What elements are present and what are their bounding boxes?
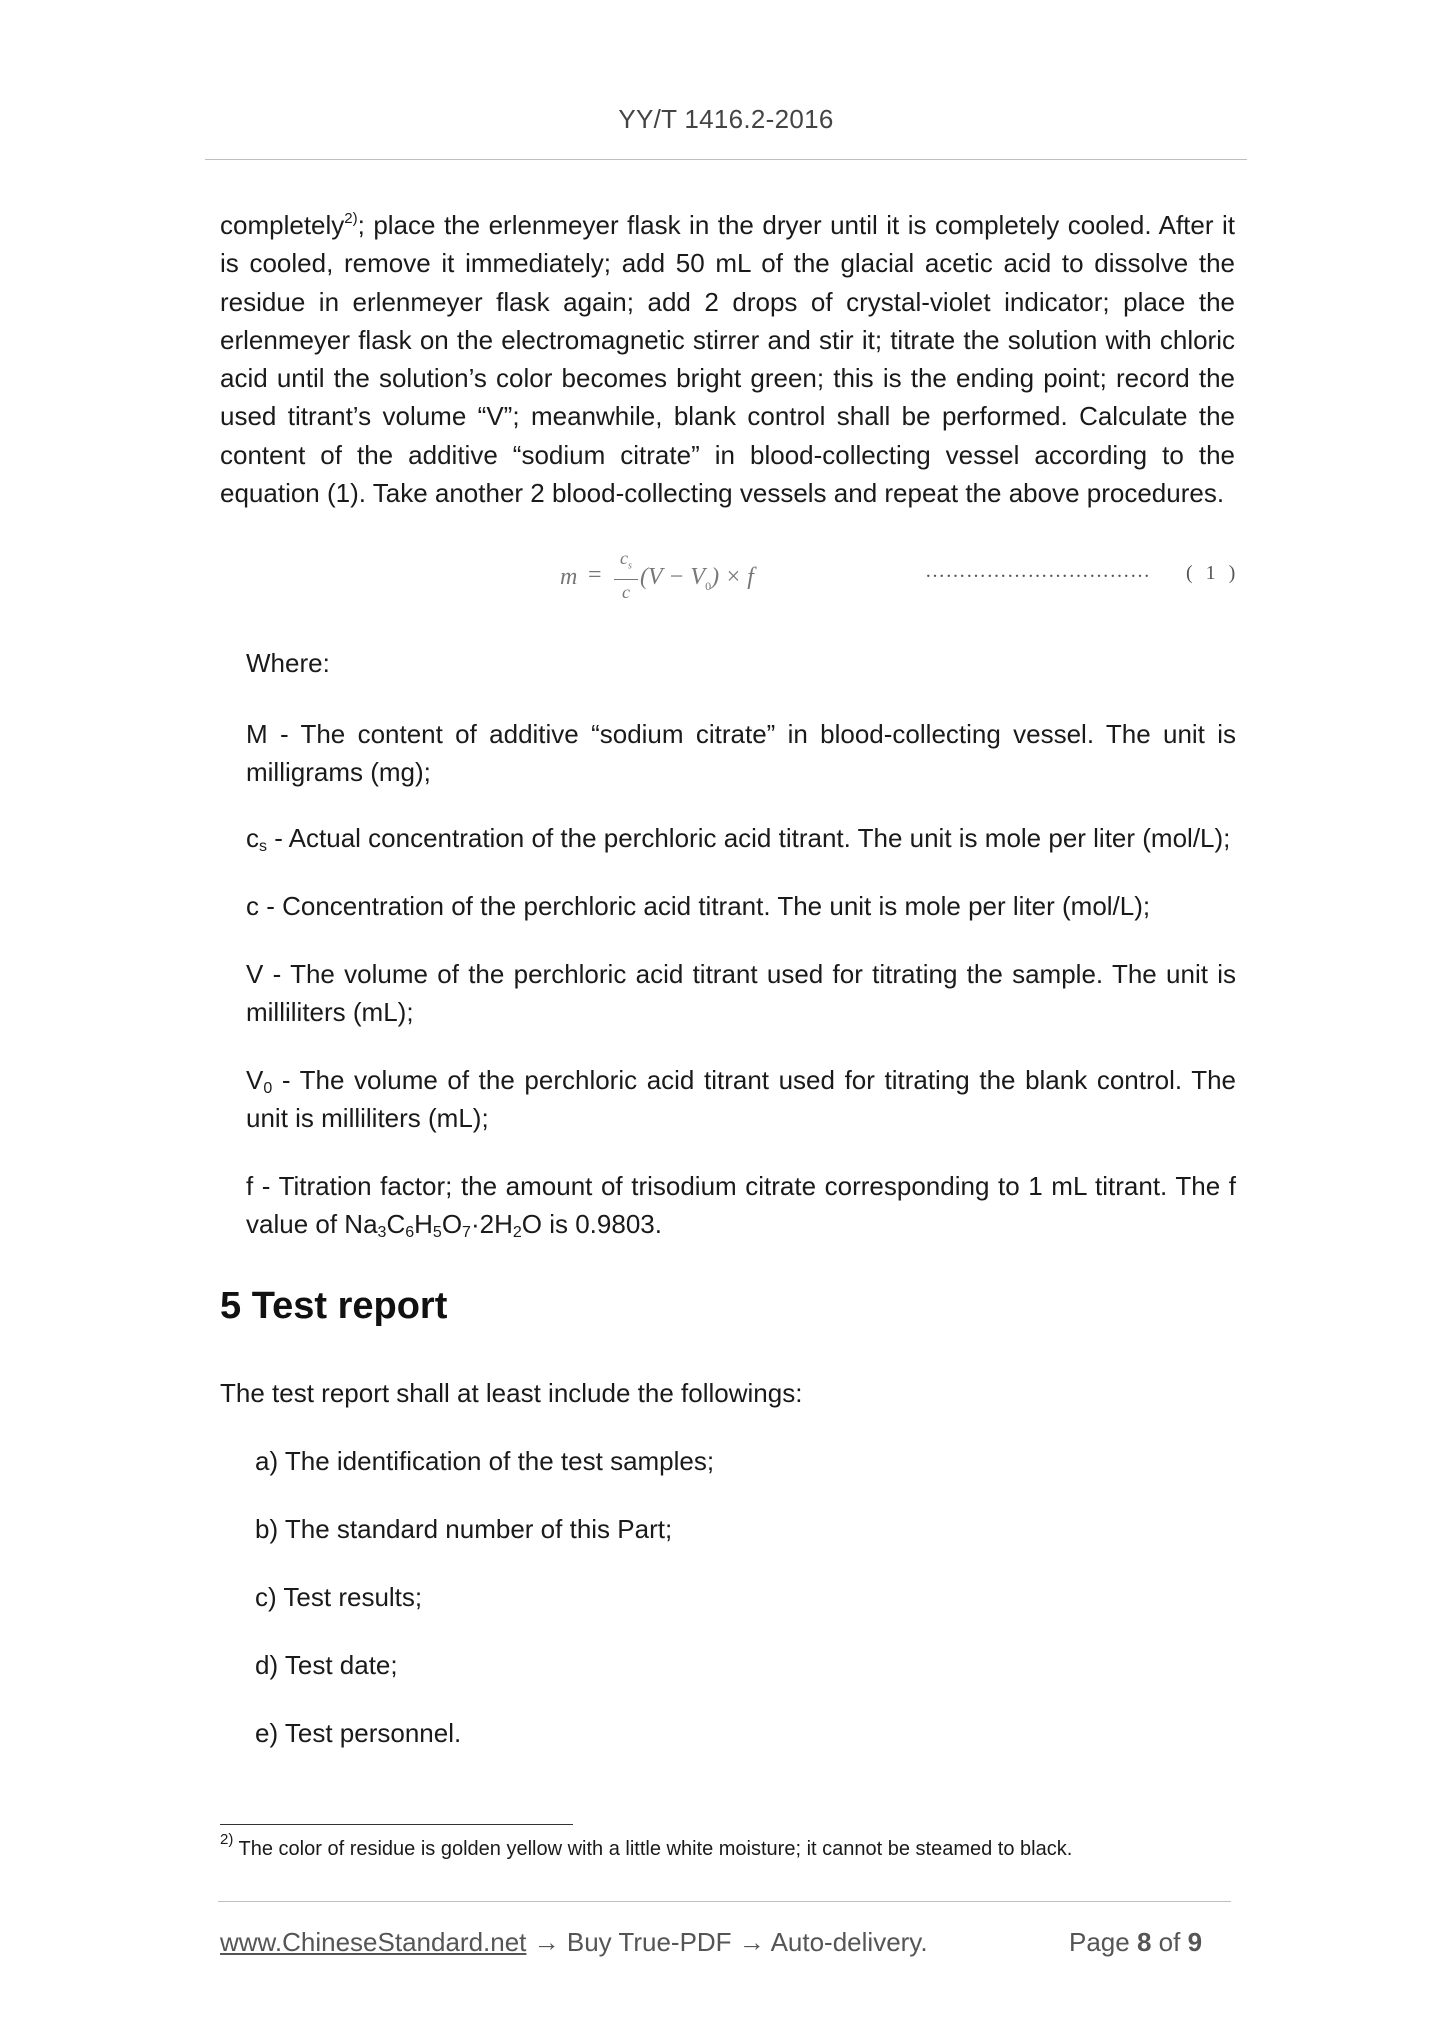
definition-m: M - The content of additive “sodium citrate” in blood-collecting vessel. The unit is milligrams (mg); (246, 719, 1236, 788)
footnote-divider (220, 1824, 573, 1825)
definition-cs: $c_s$ - Actual concentration of the perchloric acid titrant. The unit is mole per liter (mol/L); (246, 823, 1231, 855)
footnote-marker: 2) (220, 1831, 234, 1848)
list-item: c) Test results; (255, 1582, 423, 1612)
fraction-denominator: c (622, 581, 630, 602)
website-link[interactable]: www.ChineseStandard.net (220, 1927, 527, 1957)
equation-1 (560, 548, 820, 608)
list-item: d) Test date; (255, 1650, 398, 1680)
header-divider (205, 159, 1247, 160)
definition-c: c - Concentration of the perchloric acid titrant. The unit is mole per liter (mol/L); (246, 891, 1151, 921)
footer-divider (218, 1901, 1231, 1902)
definition-f: f - Titration factor; the amount of trisodium citrate corresponding to 1 mL titrant. The f value of $Na_3C_6H_5O_7\cdot 2H_2O$ is 0.9803. (246, 1171, 1236, 1242)
definition-v0: $V_0$ - The volume of the perchloric acid titrant used for titrating the blank control. The unit is milliliters (mL); (246, 1065, 1236, 1134)
equation-equals: = (588, 562, 602, 588)
page-total: 9 (1187, 1927, 1203, 1957)
footer-promo (220, 1927, 928, 1958)
definition-v: V - The volume of the perchloric acid titrant used for titrating the sample. The unit is milliliters (mL); (246, 959, 1236, 1028)
section-heading-test-report: 5 Test report (220, 1285, 448, 1327)
equation-number: ( 1 ) (1186, 562, 1240, 584)
equation-fraction (614, 548, 638, 602)
fraction-numerator: $c_s$ (620, 548, 632, 572)
equation-rhs: $(V - V_0) \times f$ (640, 564, 754, 593)
para-rest: ; place the erlenmeyer flask in the dryer until it is completely cooled. After it is cooled, remove it immediately; add 50 mL of the glacial acetic acid to dissolve the residue in erlenmeyer flask again; add 2 drops of crystal-violet indicator; place the erlenmeyer flask on the electromagnetic stirrer and stir it; titrate the solution with chloric acid until the solution’s color becomes bright green; this is the ending point; record the used titrant’s volume “V”; meanwhile, blank control shall be performed. Calculate the content of the additive “sodium citrate” in blood-collecting vessel according to the equation (1). Take another 2 blood-collecting vessels and repeat the above procedures. (220, 210, 1235, 509)
document-number-header: YY/T 1416.2-2016 (618, 104, 834, 134)
equation-lhs: m (560, 564, 578, 590)
footnote-text: The color of residue is golden yellow with a little white moisture; it cannot be steamed to black. (233, 1838, 1073, 1860)
footnote (220, 1831, 1073, 1861)
equation-leader-dots: …………………………… (925, 560, 1151, 582)
page-current: 8 (1136, 1927, 1152, 1957)
footnote-ref: 2) (344, 210, 358, 227)
footer-tagline: → Buy True-PDF → Auto-delivery. (526, 1927, 928, 1957)
para-start: completely (220, 210, 345, 240)
list-item: a) The identification of the test samples; (255, 1446, 715, 1476)
list-item: b) The standard number of this Part; (255, 1514, 673, 1544)
list-item: e) Test personnel. (255, 1718, 462, 1748)
procedure-paragraph (220, 206, 1235, 512)
fraction-bar (614, 579, 638, 580)
where-label: Where: (246, 648, 330, 678)
page-indicator: Page 8 of 9 (1069, 1927, 1203, 1957)
test-report-intro: The test report shall at least include the followings: (220, 1378, 803, 1408)
